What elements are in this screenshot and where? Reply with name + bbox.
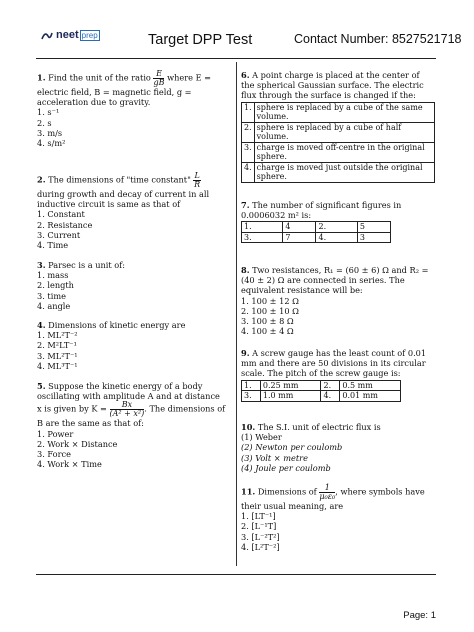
- option: (3) Volt × metre: [241, 452, 308, 463]
- option: 2. [L⁻¹T]: [241, 521, 277, 532]
- page-title: Target DPP Test: [148, 32, 253, 48]
- option: (2) Newton per coulomb: [241, 442, 343, 453]
- page-number: Page: 1: [403, 610, 436, 621]
- logo-text: neet prep: [56, 29, 98, 41]
- question-10: 10. The S.I. unit of electric flux is (1) Weber (2) Newton per coulomb (3) Volt × metre (4) Joule per coulomb: [241, 422, 435, 473]
- question-3: 3. Parsec is a unit of: 1. mass 2. length 3. time 4. angle: [37, 260, 227, 311]
- option: 3. Force: [37, 449, 71, 460]
- footer-divider: [36, 574, 436, 575]
- option: (4) Joule per coulomb: [241, 462, 331, 473]
- option: (1) Weber: [241, 432, 282, 443]
- option: 2. s: [37, 117, 52, 128]
- column-divider: [236, 62, 237, 566]
- mu-epsilon-fraction: $\frac{1}{\text{μ₀ε₀}}$: [319, 483, 336, 501]
- option: 3. time: [37, 290, 66, 301]
- option: 1. [LT⁻¹]: [241, 511, 276, 522]
- option: 4. Work × Time: [37, 459, 102, 470]
- option: 3. m/s: [37, 127, 63, 138]
- option: 2. M²LT⁻¹: [37, 340, 77, 351]
- option: 3. Current: [37, 229, 81, 240]
- time-constant-fraction: $\frac{L}{R}$: [194, 171, 201, 189]
- option: 4. s/m²: [37, 138, 66, 149]
- option: 1. mass: [37, 270, 69, 281]
- option: 2. Work × Distance: [37, 438, 118, 449]
- option: 4. ML³T⁻¹: [37, 360, 78, 371]
- contact-number: Contact Number: 8527521718: [294, 32, 462, 46]
- option: 1. 100 ± 12 Ω: [241, 295, 299, 306]
- question-8: 8. Two resistances, R₁ = (60 ± 6) Ω and R₂ = (40 ± 2) Ω are connected in series. The equivalent resistance will be: 1. 100 ± 12 Ω 2. 100 ± 10 Ω 3. 100 ± 8 Ω 4. 100 ± 4 Ω: [241, 265, 435, 336]
- option: 4. 100 ± 4 Ω: [241, 326, 294, 337]
- neetprep-logo: [40, 28, 100, 42]
- question-7: 7. The number of significant figures in 0.0006032 m² is: 1. 4 2. 5 3. 7 4. 3: [241, 200, 402, 242]
- question-11: 11. Dimensions of $\frac{1}{\text{μ₀ε₀}}$ , where symbols have their usual meaning, are 1. [LT⁻¹] 2. [L⁻¹T] 3. [L⁻²T²] 4. [L²T⁻²]: [241, 484, 435, 552]
- option: 4. angle: [37, 300, 71, 311]
- page-header: [0, 0, 474, 54]
- question-1: 1. Find the unit of the ratio $\frac{E}{gB}$ where E = electric field, B = magnetic field, g = acceleration due to gravity. 1. s⁻¹ 2. s 3. m/s 4. s/m²: [37, 70, 227, 148]
- option: 1. ML²T⁻²: [37, 330, 78, 341]
- options-grid: 1. 0.25 mm 2. 0.5 mm 3. 1.0 mm 4. 0.01 mm: [241, 380, 401, 402]
- option: 1. Constant: [37, 209, 85, 220]
- option: 3. ML²T⁻¹: [37, 350, 78, 361]
- option: 2. Resistance: [37, 219, 93, 230]
- header-divider: [36, 58, 436, 59]
- option: 1. Power: [37, 428, 74, 439]
- question-6: 6. A point charge is placed at the center of the spherical Gaussian surface. The electric flux through the surface is changed if the: 1. sphere is replaced by a cube of the same volume. 2. sphere is replaced by a cube of half volume. 3. charge is moved off-centre in the original sphere. 4. charge is moved just outside the original sphere.: [241, 70, 435, 183]
- question-2: 2. The dimensions of "time constant" $\frac{L}{R}$ during growth and decay of current in all inductive circuit is same as that of 1. Constant 2. Resistance 3. Current 4. Time: [37, 172, 227, 250]
- option: 1. s⁻¹: [37, 107, 60, 118]
- option: 2. length: [37, 280, 74, 291]
- kinetic-energy-fraction: $\frac{Bx}{\text{(A² + x²)}}$: [109, 400, 145, 419]
- options-grid: 1. 4 2. 5 3. 7 4. 3: [241, 221, 391, 243]
- logo-mark-icon: [40, 28, 54, 42]
- option: 4. [L²T⁻²]: [241, 541, 280, 552]
- question-4: 4. Dimensions of kinetic energy are 1. ML²T⁻² 2. M²LT⁻¹ 3. ML²T⁻¹ 4. ML³T⁻¹: [37, 320, 227, 371]
- option: 3. 100 ± 8 Ω: [241, 316, 294, 327]
- options-table: 1. sphere is replaced by a cube of the same volume. 2. sphere is replaced by a cube of half volume. 3. charge is moved off-centre in the original sphere. 4. charge is moved just outside the original sphere.: [241, 102, 435, 183]
- ratio-fraction: $\frac{E}{gB}$: [153, 69, 165, 87]
- option: 4. Time: [37, 240, 69, 251]
- option: 3. [L⁻²T²]: [241, 531, 280, 542]
- question-5: 5. Suppose the kinetic energy of a body oscillating with amplitude A and at distance x is given by K = $\frac{Bx}{\text{(A² + x²)}}$ . The dimensions of B are the same as that of: 1. Power 2. Work × Distance 3. Force 4. Work × Time: [37, 381, 226, 470]
- question-9: 9. A screw gauge has the least count of 0.01 mm and there are 50 divisions in its circular scale. The pitch of the screw gauge is: 1. 0.25 mm 2. 0.5 mm 3. 1.0 mm 4. 0.01 mm: [241, 348, 427, 401]
- option: 2. 100 ± 10 Ω: [241, 305, 299, 316]
